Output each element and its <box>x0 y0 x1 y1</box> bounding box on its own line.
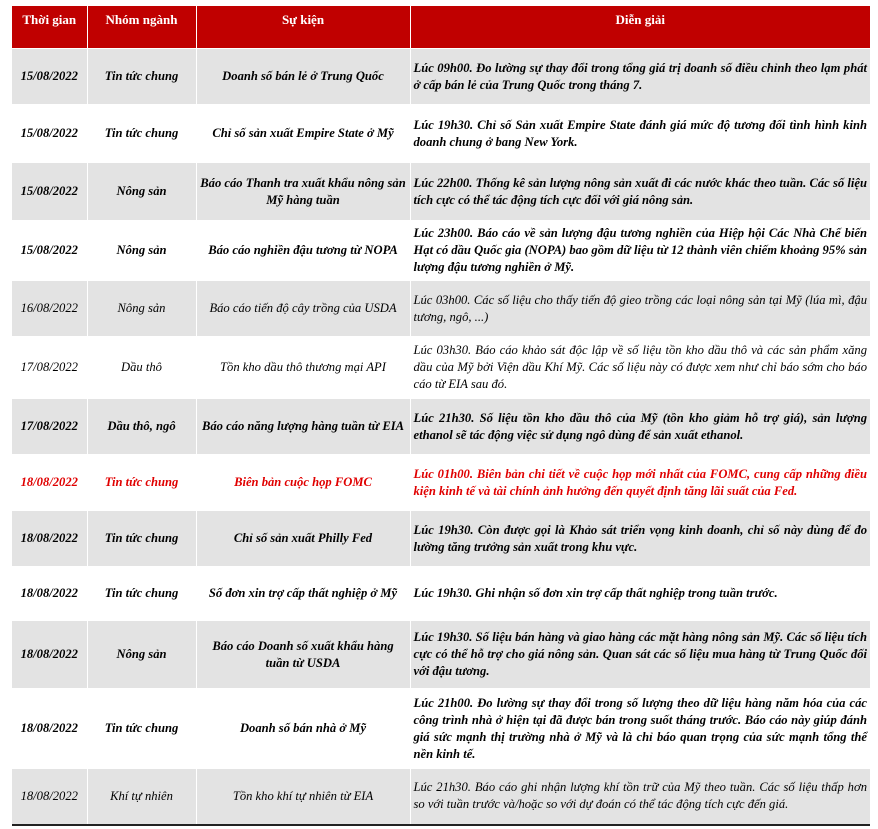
row-group: Khí tự nhiên <box>87 769 196 825</box>
header-row <box>12 6 870 49</box>
row-group: Dầu thô <box>87 337 196 399</box>
table-row <box>12 769 870 825</box>
row-event: Biên bản cuộc họp FOMC <box>196 455 410 511</box>
header-time: Thời gian <box>12 6 87 49</box>
table-header <box>12 6 870 49</box>
table-row <box>12 399 870 455</box>
table-row <box>12 221 870 281</box>
row-event: Tồn kho dầu thô thương mại API <box>196 337 410 399</box>
row-event: Doanh số bán nhà ở Mỹ <box>196 689 410 769</box>
row-description: Lúc 19h30. Còn được gọi là Khảo sát triển vọng kinh doanh, chỉ số này dùng để đo lường tăng trưởng sản xuất trong khu vực. <box>410 511 870 567</box>
row-description: Lúc 09h00. Đo lường sự thay đổi trong tổng giá trị doanh số điều chỉnh theo lạm phát ở cấp bán lẻ của Trung Quốc trong tháng 7. <box>410 49 870 105</box>
row-group: Tin tức chung <box>87 49 196 105</box>
table-row <box>12 689 870 769</box>
row-date: 18/08/2022 <box>12 769 87 825</box>
row-description: Lúc 22h00. Thống kê sản lượng nông sản xuất đi các nước khác theo tuần. Các số liệu tích cực có thể tác động tích cực đối với giá nông sản. <box>410 163 870 221</box>
table-body <box>12 49 870 825</box>
header-group: Nhóm ngành <box>87 6 196 49</box>
row-event: Tồn kho khí tự nhiên từ EIA <box>196 769 410 825</box>
row-date: 17/08/2022 <box>12 399 87 455</box>
table-row <box>12 337 870 399</box>
table-row <box>12 163 870 221</box>
row-group: Tin tức chung <box>87 105 196 163</box>
table-row <box>12 621 870 689</box>
row-group: Nông sản <box>87 621 196 689</box>
table-row <box>12 105 870 163</box>
row-date: 18/08/2022 <box>12 567 87 621</box>
row-description: Lúc 19h30. Số liệu bán hàng và giao hàng các mặt hàng nông sản Mỹ. Các số liệu tích cực có thể hỗ trợ cho giá nông sản. Quan sát các số liệu mua hàng từ Trung Quốc đối với đậu tương. <box>410 621 870 689</box>
row-date: 18/08/2022 <box>12 621 87 689</box>
row-description: Lúc 03h00. Các số liệu cho thấy tiến độ gieo trồng các loại nông sản tại Mỹ (lúa mì, đậu tương, ngô, ...) <box>410 281 870 337</box>
row-event: Báo cáo năng lượng hàng tuần từ EIA <box>196 399 410 455</box>
row-date: 18/08/2022 <box>12 689 87 769</box>
row-group: Dầu thô, ngô <box>87 399 196 455</box>
row-event: Chỉ số sản xuất Philly Fed <box>196 511 410 567</box>
row-description: Lúc 23h00. Báo cáo về sản lượng đậu tương nghiền của Hiệp hội Các Nhà Chế biến Hạt có dầu Quốc gia (NOPA) bao gồm dữ liệu từ 12 thành viên chiếm khoảng 95% sản lượng đậu tương nghiền ở Mỹ. <box>410 221 870 281</box>
row-description: Lúc 21h00. Đo lường sự thay đổi trong số lượng theo dữ liệu hàng năm hóa của các công trình nhà ở hiện tại đã được bán trong suốt tháng trước. Báo cáo này giúp đánh giá sức mạnh thị trường nhà ở Mỹ và là chỉ báo quan trọng của sức mạnh tổng thể nền kinh tế. <box>410 689 870 769</box>
row-event: Báo cáo tiến độ cây trồng của USDA <box>196 281 410 337</box>
table-row <box>12 511 870 567</box>
header-description: Diễn giải <box>410 6 870 49</box>
row-event: Chỉ số sản xuất Empire State ở Mỹ <box>196 105 410 163</box>
row-group: Tin tức chung <box>87 511 196 567</box>
row-group: Tin tức chung <box>87 689 196 769</box>
row-description: Lúc 03h30. Báo cáo khảo sát độc lập về số liệu tồn kho dầu thô và các sản phẩm xăng dầu của Mỹ bởi Viện dầu Khí Mỹ. Các số liệu này có được xem như chỉ báo sớm cho báo cáo từ EIA sau đó. <box>410 337 870 399</box>
row-event: Báo cáo nghiền đậu tương từ NOPA <box>196 221 410 281</box>
row-group: Tin tức chung <box>87 455 196 511</box>
row-description: Lúc 01h00. Biên bản chi tiết về cuộc họp mới nhất của FOMC, cung cấp những điều kiện kinh tế và tài chính ảnh hưởng đến quyết định tăng lãi suất của Fed. <box>410 455 870 511</box>
row-date: 15/08/2022 <box>12 49 87 105</box>
row-date: 15/08/2022 <box>12 163 87 221</box>
economic-calendar-table <box>12 6 870 826</box>
row-date: 15/08/2022 <box>12 221 87 281</box>
row-description: Lúc 21h30. Báo cáo ghi nhận lượng khí tồn trữ của Mỹ theo tuần. Các số liệu thấp hơn so với tuần trước và/hoặc so với dự đoán có thể tác động tích cực đến giá. <box>410 769 870 825</box>
row-date: 16/08/2022 <box>12 281 87 337</box>
row-event: Báo cáo Doanh số xuất khẩu hàng tuần từ USDA <box>196 621 410 689</box>
row-group: Nông sản <box>87 163 196 221</box>
calendar-table-wrapper <box>12 6 870 826</box>
row-group: Nông sản <box>87 281 196 337</box>
row-description: Lúc 19h30. Ghi nhận số đơn xin trợ cấp thất nghiệp trong tuần trước. <box>410 567 870 621</box>
table-row <box>12 567 870 621</box>
header-event: Sự kiện <box>196 6 410 49</box>
row-date: 18/08/2022 <box>12 511 87 567</box>
row-date: 18/08/2022 <box>12 455 87 511</box>
table-row <box>12 49 870 105</box>
row-date: 15/08/2022 <box>12 105 87 163</box>
row-event: Báo cáo Thanh tra xuất khẩu nông sản Mỹ hàng tuần <box>196 163 410 221</box>
row-event: Doanh số bán lẻ ở Trung Quốc <box>196 49 410 105</box>
row-description: Lúc 21h30. Số liệu tồn kho dầu thô của Mỹ (tồn kho giảm hỗ trợ giá), sản lượng ethanol sẽ tác động việc sử dụng ngô dùng để sản xuất ethanol. <box>410 399 870 455</box>
table-row <box>12 281 870 337</box>
row-group: Tin tức chung <box>87 567 196 621</box>
row-description: Lúc 19h30. Chỉ số Sản xuất Empire State đánh giá mức độ tương đối tình hình kinh doanh chung ở bang New York. <box>410 105 870 163</box>
table-row-highlighted <box>12 455 870 511</box>
row-date: 17/08/2022 <box>12 337 87 399</box>
row-group: Nông sản <box>87 221 196 281</box>
row-event: Số đơn xin trợ cấp thất nghiệp ở Mỹ <box>196 567 410 621</box>
